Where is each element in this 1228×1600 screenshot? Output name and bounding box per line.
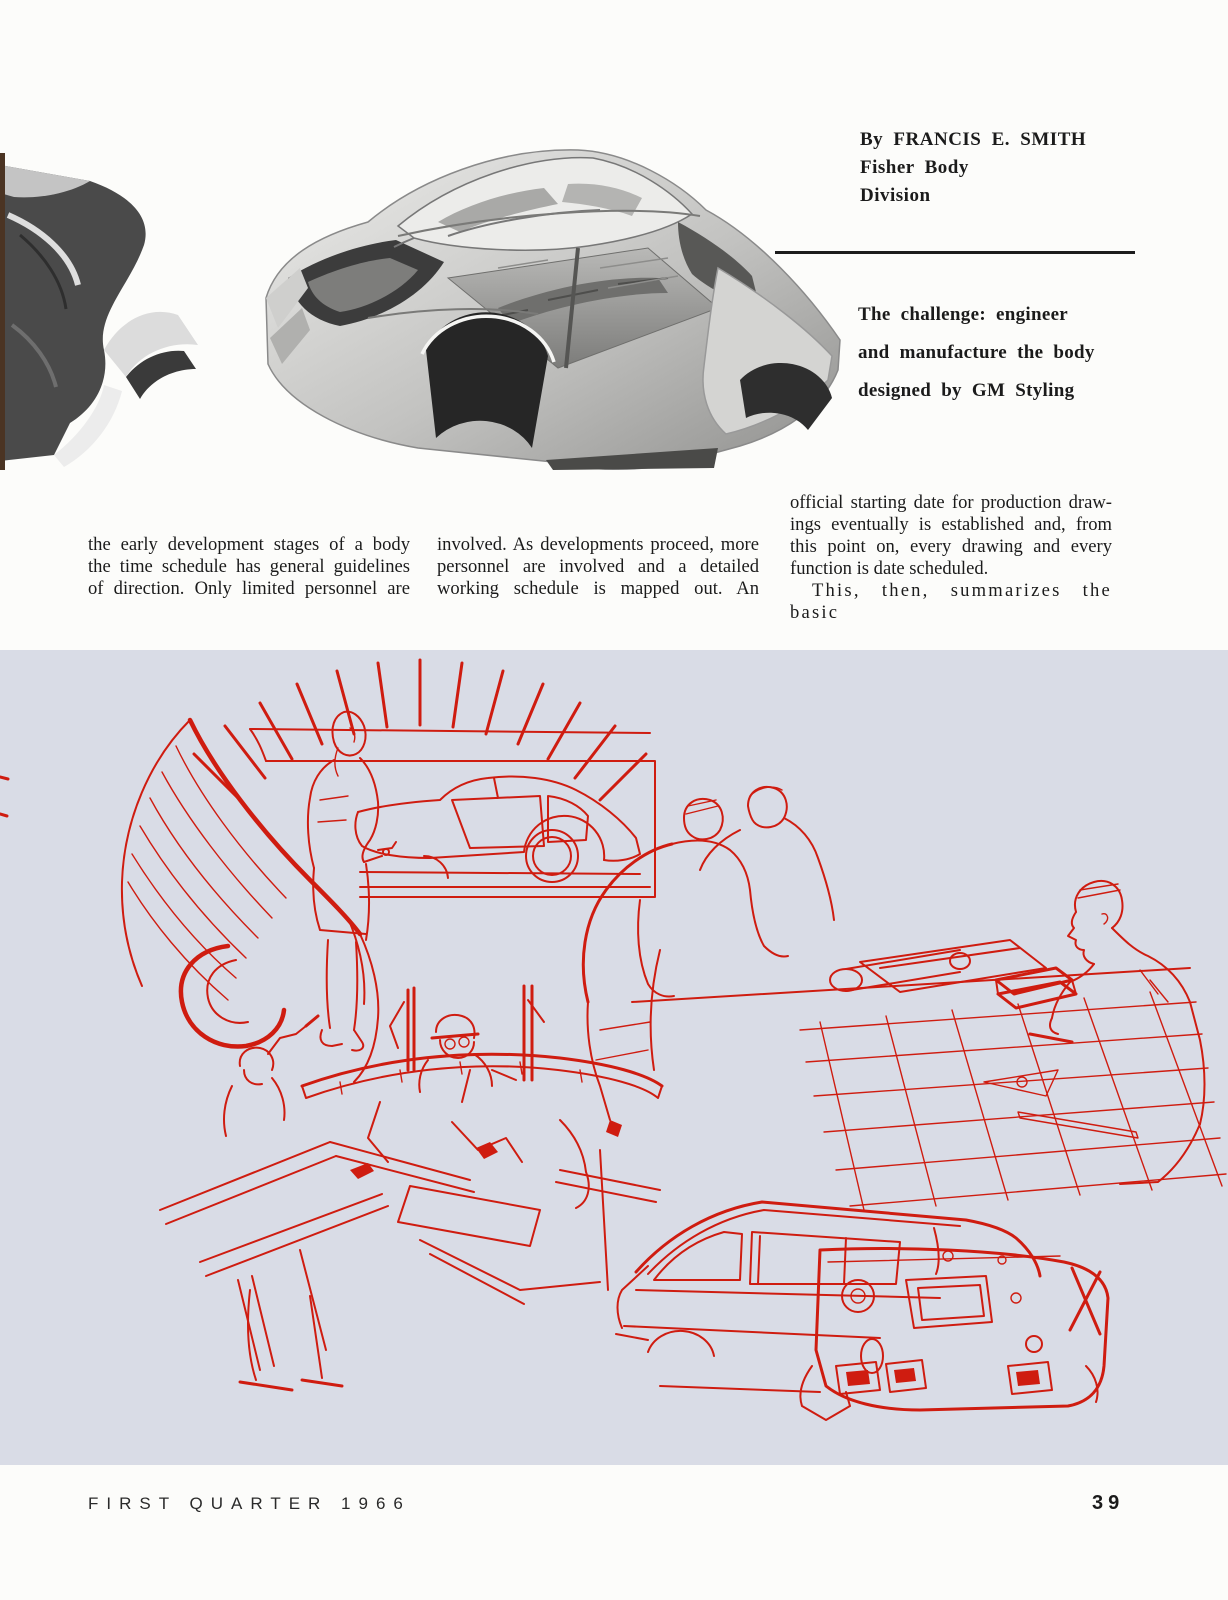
text-line: personnel are involved and a detailed: [437, 556, 759, 577]
text-line: This, then, summarizes the basic: [790, 580, 1112, 623]
text-line: official starting date for production draw-: [790, 492, 1112, 513]
body-shell-drawing: [616, 1202, 1108, 1420]
footer-page-number: 39: [1092, 1492, 1125, 1514]
drafting-tools: [984, 1070, 1138, 1138]
car-rear-quarter-photo: [0, 145, 205, 470]
byline-author: By FRANCIS E. SMITH: [860, 129, 1087, 150]
challenge-line: designed by GM Styling: [858, 380, 1075, 401]
layout-table-grid: [632, 968, 1226, 1210]
text-line: function is date scheduled.: [790, 558, 989, 579]
designer-figure: [308, 712, 396, 1051]
challenge-block: [858, 296, 1095, 410]
illustration-panel: [0, 650, 1228, 1465]
text-line: of direction. Only limited personnel are: [88, 578, 410, 599]
challenge-line: The challenge: engineer: [858, 304, 1069, 325]
article-column-3: [790, 492, 1112, 624]
footer-issue: FIRST QUARTER 1966: [88, 1494, 411, 1513]
text-line: ings eventually is established and, from: [790, 514, 1112, 535]
horizontal-rule: [775, 251, 1135, 254]
text-line: the early development stages of a body: [88, 534, 410, 555]
challenge-line: and manufacture the body: [858, 342, 1095, 363]
red-line-art-design-process: [0, 650, 1228, 1465]
clay-model-surface: [122, 720, 378, 1082]
seated-draftsman: [1030, 881, 1205, 1184]
article-column-1: [88, 534, 410, 600]
text-line: working schedule is mapped out. An: [437, 578, 759, 599]
text-line: the time schedule has general guidelines: [88, 556, 410, 577]
byline-block: [860, 126, 1086, 210]
text-line: this point on, every drawing and every: [790, 536, 1112, 557]
article-column-2: [437, 534, 759, 600]
text-line: involved. As developments proceed, more: [437, 534, 759, 555]
cutaway-car-body-illustration: [248, 118, 858, 488]
byline-division-2: Division: [860, 185, 931, 206]
car-profile-sketch: [355, 777, 640, 883]
byline-division-1: Fisher Body: [860, 157, 969, 178]
